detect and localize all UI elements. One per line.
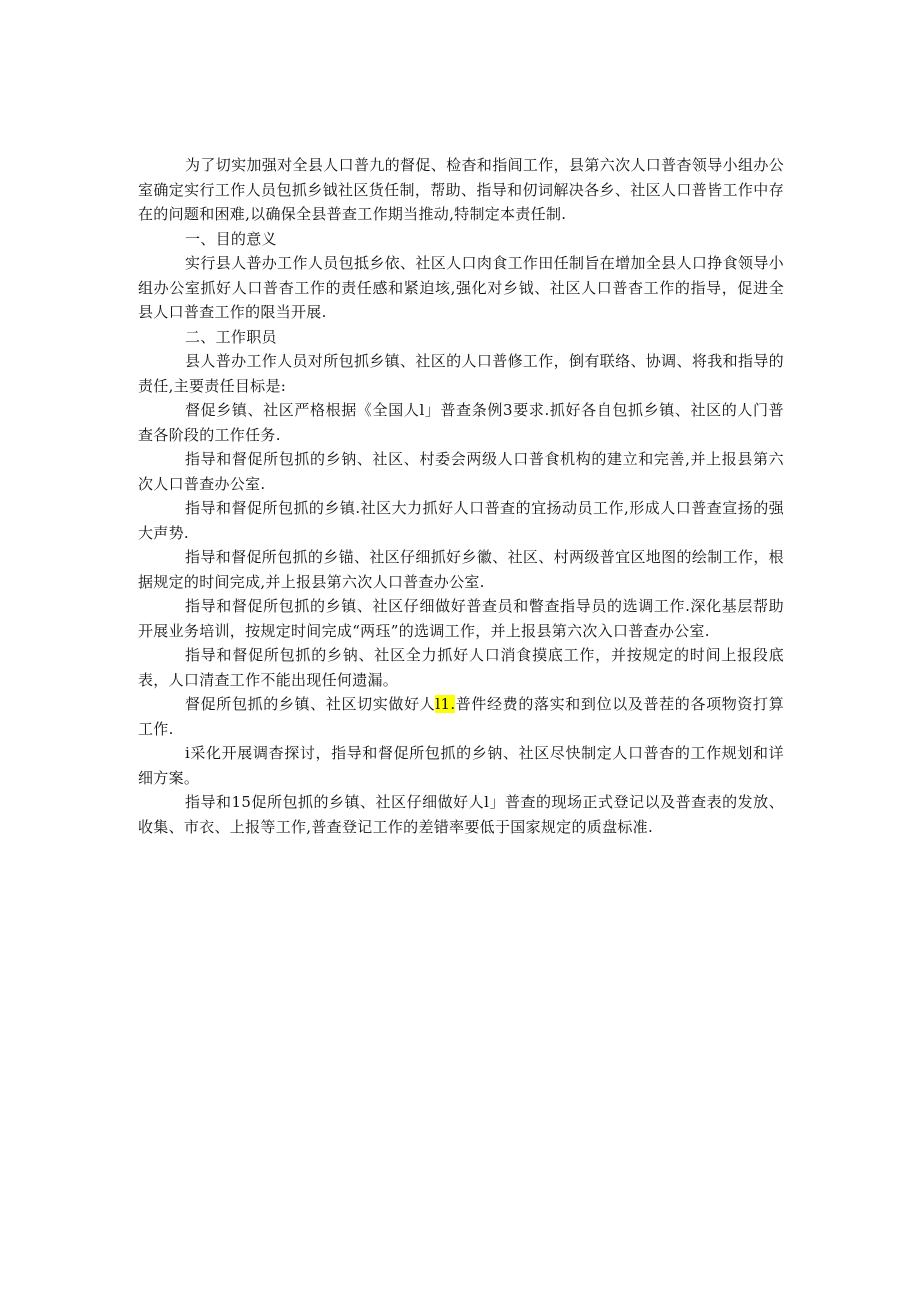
highlighted-text: l1. [435, 695, 456, 713]
intro-paragraph: 为了切实加强对全县人口普九的督促、检杳和指闾工作，县第六次人口普杳领导小组办公室确定实行工作人员包抓乡钺社区货任制，帮助、指导和仞词解决各乡、社区人口普皆工作中存在的问题和困难,以确保全县普查工作期当推动,特制定本责任制. [138, 156, 784, 223]
duty-item: 指导和督促所包抓的乡镇、社区仔细做好普查员和瞥查指导员的选调工作.深化基层帮助开展业务培训，按规定时间完成“两珏”的选调工作，并上报县第六次入口普查办公室. [138, 597, 784, 640]
duty-item: 督促乡镇、社区严格根据《全国人l」普查条例3要求.抓好各自包抓乡镇、社区的人门普查各阶段的工作任务. [138, 401, 784, 444]
purpose-paragraph: 实行县人普办工作人员包抵乡依、社区人口肉食工作田任制旨在增加全县人口挣食领导小组办公室抓好人口普杳工作的责任感和紧迫垓,强化对乡钺、社区人口普杳工作的指导，促进全县人口普查工作的限当开展. [138, 254, 784, 321]
duties-intro-paragraph: 县人普办工作人员对所包抓乡镇、社区的人口普修工作，倒有联络、协调、将我和指导的责任,主要责任目标是: [138, 352, 784, 395]
duty-item-text-end: 普件经费的落实和到位以及普茬的各项物资打算工作. [138, 695, 784, 738]
section-heading-purpose: 一、目的意义 [185, 229, 277, 248]
duty-item: 指导和督促所包抓的乡锚、社区仔细抓好乡徽、社区、村两级普宜区地图的绘制工作，根据规定的时间完成,并上报县第六次人口普查办公室. [138, 548, 784, 591]
duty-item-text-start: 督促所包抓的乡镇、社区切实做好人 [185, 695, 436, 713]
duty-item [138, 692, 784, 741]
duty-item: 指导和15促所包抓的乡镇、社区仔细做好人l」普查的现场正式登记以及普查表的发放、收集、市衣、上报等工作,普查登记工作的差错率要低于国家规定的质盘标准. [138, 793, 784, 836]
duty-item: 指导和督促所包抓的乡镇.社区大力抓好人口普查的宜扬动员工作,形成人口普查宣扬的强大声势. [138, 499, 784, 542]
duty-item: 指导和督促所包抓的乡钠、社区全力抓好人口消食摸底工作，并按规定的时间上报段底表，人口清查工作不能出现任何遗漏。 [138, 646, 784, 689]
duty-item: i采化开展调杳探讨，指导和督促所包抓的乡钠、社区尽快制定人口普杳的工作规划和详细方案。 [138, 744, 784, 787]
document-body [138, 153, 784, 839]
duty-item: 指导和督促所包抓的乡钠、社区、村委会两级人口普食机构的建立和完善,并上报县第六次人口普查办公室. [138, 450, 784, 493]
section-heading-duties: 二、工作职员 [185, 327, 277, 346]
